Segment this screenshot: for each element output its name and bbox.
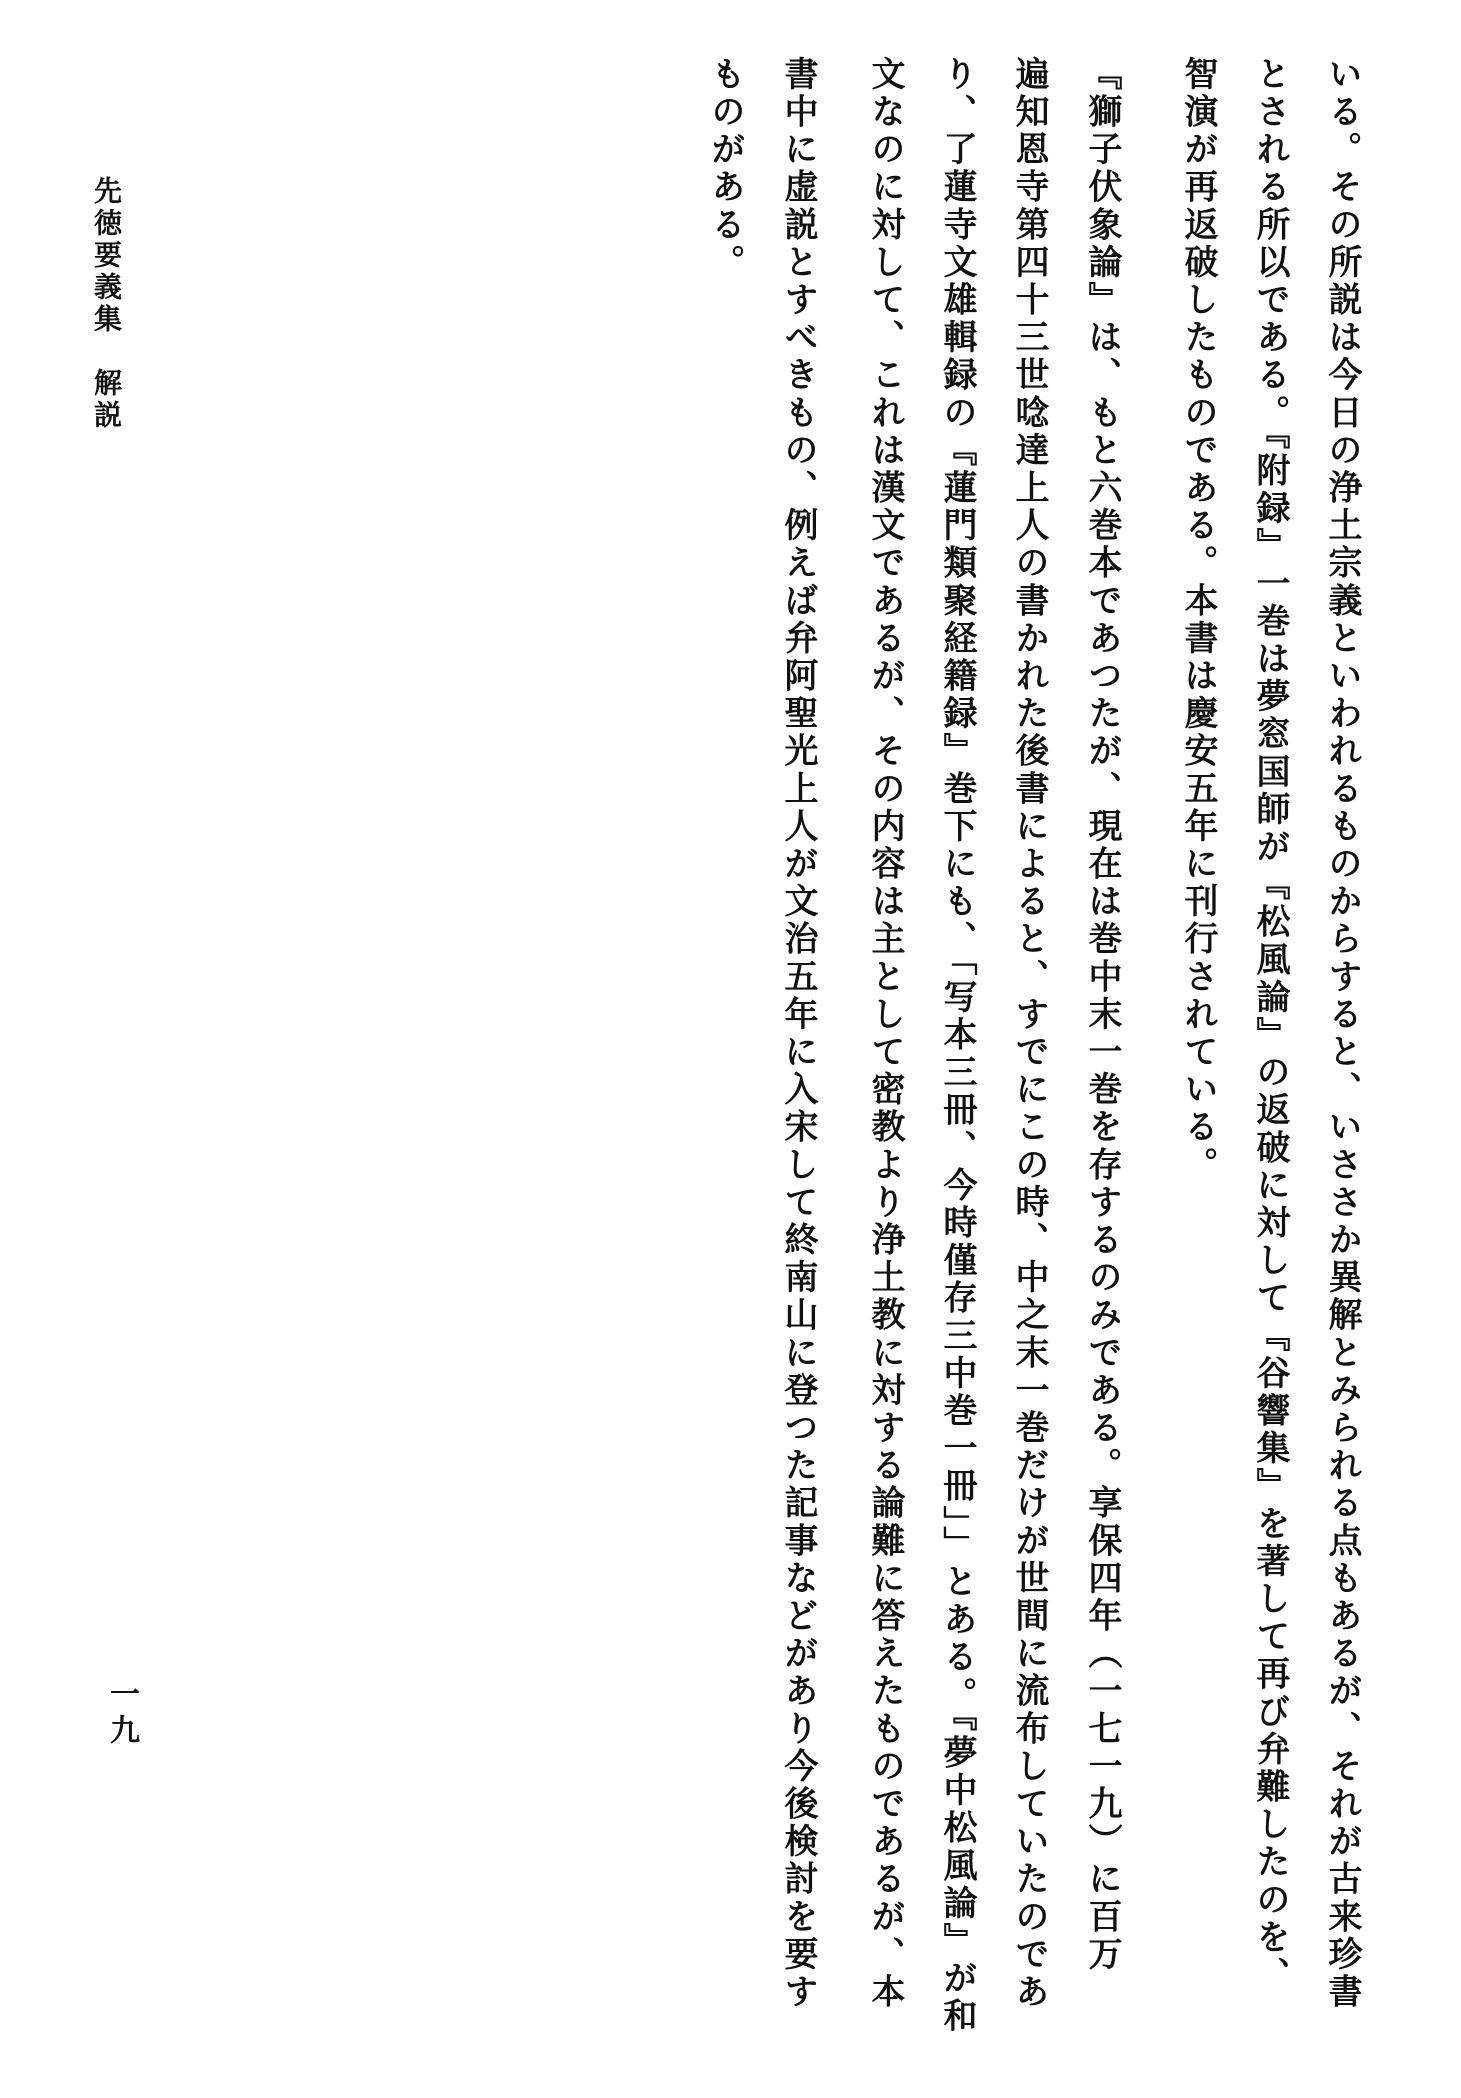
body-column-9: ものがある。 <box>705 56 745 282</box>
body-column-3: 智演が再返破したものである。本書は慶安五年に刊行されている。 <box>1178 56 1218 1184</box>
body-column-4: 『獅子伏象論』は、もと六巻本であつたが、現在は巻中末一巻を存するのみである。享保四年（一七一九）に百万 <box>1082 56 1122 1974</box>
body-column-5: 遍知恩寺第四十三世唸達上人の書かれた後書によると、すでにこの時、中之末一巻だけが世間に流布していたのであ <box>1009 56 1049 2012</box>
body-column-8: 書中に虚説とすべきもの、例えば弁阿聖光上人が文治五年に入宋して終南山に登つた記事などがあり今後検討を要す <box>778 56 818 2012</box>
body-column-7: 文なのに対して、これは漢文であるが、その内容は主として密教より浄土教に対する論難に答えたものであるが、本 <box>865 56 905 2012</box>
page-number: 一九 <box>104 1678 139 1750</box>
body-column-2: とされる所以である。『附録』一巻は夢窓国師が『松風論』の返破に対して『谷響集』を著して再び弁難したのを、 <box>1250 56 1290 1995</box>
body-column-6: り、了蓮寺文雄輯録の『蓮門類聚経籍録』巻下にも、「写本三冊、今時僅存三中巻一冊」」とある。『夢中松風論』が和 <box>937 56 977 2036</box>
running-head: 先徳要義集 解説 <box>90 176 123 432</box>
body-column-1: いる。その所説は今日の浄土宗義といわれるものからすると、いささか異解とみられる点もあるが、それが古来珍書 <box>1322 56 1362 2012</box>
